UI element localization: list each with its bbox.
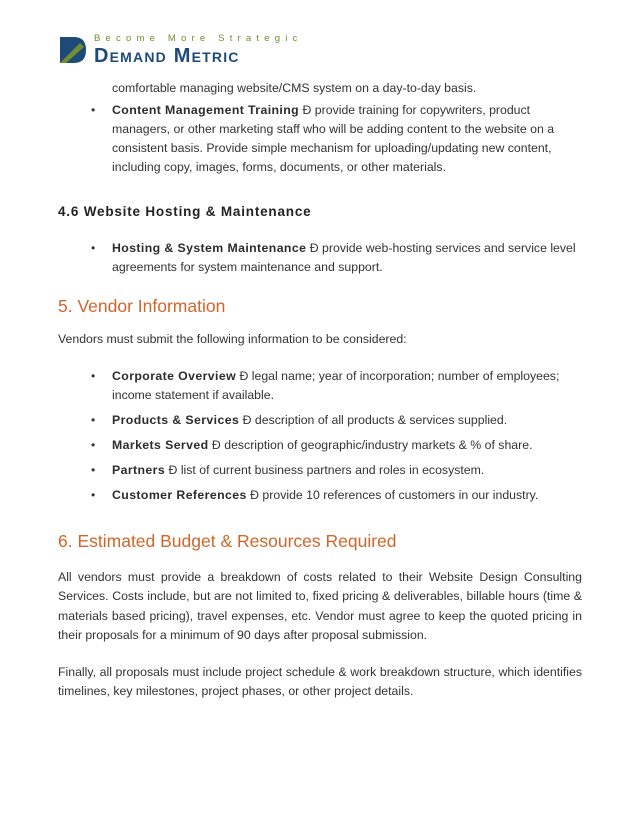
section-heading-6: 6. Estimated Budget & Resources Required [58,530,397,551]
item-text: Ð description of all products & services supplied. [239,412,508,427]
brand-tagline: Become More Strategic [94,33,303,44]
bullet-icon: • [91,462,96,477]
list-item [58,411,582,430]
item-text: Ð provide training for copywriters, product managers, or other marketing staff who will be adding content to the website on a consistent basis. Provide simple mechanism for uploading/updating new content, including copy, images, forms, documents, or other materials. [112,103,555,174]
logo-mark-icon [58,35,88,65]
item-text: Ð description of geographic/industry markets & % of share. [208,437,533,452]
bullet-icon: • [91,103,96,117]
item-term: Markets Served [112,437,209,452]
document-body [58,79,582,702]
item-term: Hosting & System Maintenance [112,241,307,255]
section-heading-4-6: 4.6 Website Hosting & Maintenance [58,204,312,219]
bullet-icon: • [91,437,96,452]
section-6-paragraph-2: Finally, all proposals must include project schedule & work breakdown structure, which identifies timelines, key milestones, project phases, or other project details. [58,664,582,698]
list-item [58,239,582,277]
item-term: Products & Services [112,412,240,427]
section-6-paragraph-1: All vendors must provide a breakdown of costs related to their Website Design Consulting Services. Costs include, but are not limited to, fixed pricing & deliverables, billable hours (time & materials based pricing), travel expenses, etc. Vendor must agree to keep the quoted pricing in their proposals for a minimum of 90 days after proposal submission. [58,569,582,642]
bullet-icon: • [91,241,96,255]
section-heading-5: 5. Vendor Information [58,296,226,316]
item-term: Customer References [112,487,247,502]
vendor-info-list [58,367,582,505]
item-term: Corporate Overview [112,368,237,383]
list-item [58,486,582,505]
continuation-text: comfortable managing website/CMS system on a day-to-day basis. [112,81,477,95]
item-term: Partners [112,462,166,477]
list-item [58,436,582,455]
cms-list [58,101,582,177]
bullet-icon: • [91,412,96,427]
list-item [58,461,582,480]
item-text: Ð legal name; year of incorporation; number of employees; income statement if available. [112,368,560,402]
item-text: Ð provide 10 references of customers in our industry. [246,487,539,502]
brand-logo [58,33,308,67]
list-item [58,101,582,177]
item-term: Content Management Training [112,103,300,117]
item-text: Ð list of current business partners and roles in ecosystem. [165,462,485,477]
bullet-icon: • [91,368,96,383]
bullet-icon: • [91,487,96,502]
hosting-list [58,239,582,277]
list-item [58,367,582,405]
item-text: Ð provide web-hosting services and service level agreements for system maintenance and support. [112,241,576,274]
section-5-intro: Vendors must submit the following information to be considered: [58,332,407,346]
brand-name: Demand Metric [94,45,240,67]
